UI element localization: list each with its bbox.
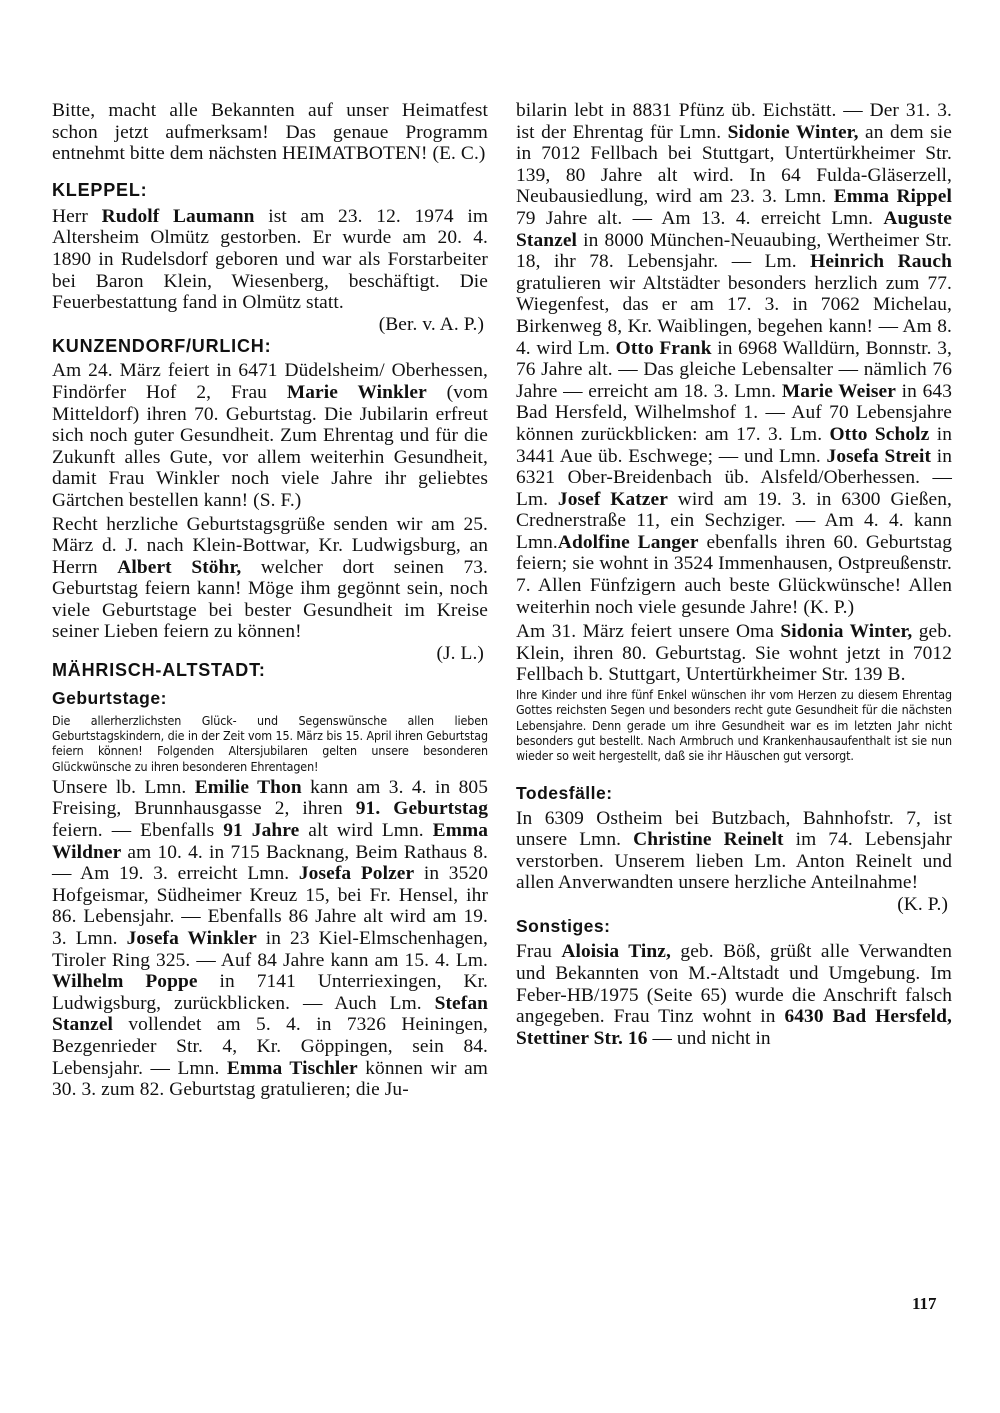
subheading-sonstiges: Sonstiges:	[516, 916, 611, 937]
kleppel-paragraph: Herr Rudolf Laumann ist am 23. 12. 1974 im Altersheim Olmütz gestorben. Er wurde am 20. 4. 1890 in Rudelsdorf geboren und war als Forstarbeiter bei Baron Klein, Wiesenberg, beschäftigt. Die Feuerbestattung fand in Olmütz statt. (Ber. v. A. P.)	[52, 205, 489, 335]
person-name: Sidonia Winter,	[780, 621, 913, 643]
kunzendorf-paragraph-2: Recht herzliche Geburtstagsgrüße senden wir am 25. März d. J. nach Klein-Bottwar, Kr. Ludwigsburg, an Herrn Albert Stöhr, welcher dort seinen 73. Geburtstag feiern kann! Möge ihm gegönnt sein, noch viele Geburtstage bei bester Gesundheit im Kreise seiner Lieben feiern zu können! (J. L.)	[52, 513, 488, 665]
section-heading-kunzendorf: KUNZENDORF/URLICH:	[52, 336, 272, 357]
subheading-geburtstage: Geburtstage:	[52, 687, 167, 708]
address: 6430 Bad Hersfeld, Stettiner Str. 16	[516, 1006, 952, 1049]
person-name: Albert Stöhr,	[117, 556, 242, 578]
obituary-paragraph: In 6309 Ostheim bei Butzbach, Bahnhofstr. 7, ist unsere Lmn. Christine Reinelt im 74. Lebensjahr verstorben. Unserem lieben Lm. Anton Reinelt und allen Anverwandten unsere herzliche Anteilnahme! (K. P.)	[516, 807, 952, 915]
signature: (J. L.)	[436, 643, 484, 665]
signature: (K. P.)	[897, 893, 948, 915]
section-heading-maehrisch-altstadt: MÄHRISCH-ALTSTADT:	[52, 659, 266, 680]
family-greeting-note: Ihre Kinder und ihre fünf Enkel wünschen ihr vom Herzen zu diesem Ehrentag Gottes reichsten Segen und besonders recht gute Gesundheit für die nächsten Lebensjahre. Denn gerade um ihre Gesundheit war es im letzten Jahr nicht besonders gut bestellt. Nach Armbruch und Krankenhausaufenthalt ist sie nun wieder so weit hergestellt, daß sie ihr Häuschen gut versorgt.	[516, 687, 952, 764]
birthday-list-continued: bilarin lebt in 8831 Pfünz üb. Eichstätt. — Der 31. 3. ist der Ehrentag für Lmn. Sidonie Winter, an dem sie in 7012 Fellbach bei Stuttgart, Untertürkheimer Str. 139, 80 Jahre alt wird. In 64 Fulda-Gläserzell, Neubausiedlung, wird am 23. 3. Lmn. Emma Rippel 79 Jahre alt. — Am 13. 4. erreicht Lmn. Auguste Stanzel in 8000 München-Neuaubing, Wertheimer Str. 18, ihr 78. Lebensjahr. — Lm. Heinrich Rauch gratulieren wir Altstädter besonders herzlich zum 77. Wiegenfest, das er am 17. 3. in 7062 Michelau, Birkenweg 8, Kr. Waiblingen, begehen kann! — Am 8. 4. wird Lm. Otto Frank in 6968 Walldürn, Bonnstr. 3, 76 Jahre alt. — Das gleiche Lebensalter — nämlich 76 Jahre — erreicht am 18. 3. Lmn. Marie Weiser in 643 Bad Hersfeld, Wilhelmshof 1. — Auf 70 Lebensjahre können zurückblicken: am 17. 3. Lm. Otto Scholz in 3441 Aue üb. Eschwege; — und Lmn. Josefa Streit in 6321 Ober-Breidenbach üb. Alsfeld/Oberhessen. — Lm. Josef Katzer wird am 19. 3. in 6300 Gießen, Crednerstraße 11, ein Sechziger. — Am 4. 4. kann Lmn.Adolfine Langer ebenfalls ihren 60. Geburtstag feiern; sie wohnt in 3524 Immenhausen, Ostpreußenstr. 7. Allen Fünfzigern auch beste Glückwünsche! Allen weiterhin noch viele gesunde Jahre! (K. P.)	[516, 100, 953, 618]
kunzendorf-paragraph-1: Am 24. März feiert in 6471 Düdelsheim/ Oberhessen, Findörfer Hof 2, Frau Marie Winkler (vom Mitteldorf) ihren 70. Geburtstag. Die Jubilarin erfreut sich noch guter Gesundheit. Zum Ehrentag und für die Zukunft alles Gute, vor allem weiterhin Gesundheit, damit Frau Winkler noch viele Jahre ihr geliebtes Gärtchen bestellen kann! (S. F.)	[52, 360, 488, 511]
section-heading-kleppel: KLEPPEL:	[52, 179, 148, 200]
birthday-list-paragraph: Unsere lb. Lmn. Emilie Thon kann am 3. 4. in 805 Freising, Brunnhausgasse 2, ihren 91. Geburtstag feiern. — Ebenfalls 91 Jahre alt wird Lmn. Emma Wildner am 10. 4. in 715 Backnang, Beim Rathaus 8. — Am 19. 3. erreicht Lmn. Josefa Polzer in 3520 Hofgeismar, Südheimer Kreuz 15, bei Fr. Hensel, ihr 86. Lebensjahr. — Ebenfalls 86 Jahre alt wird am 19. 3. Lmn. Josefa Winkler in 23 Kiel-Elmschenhagen, Tiroler Ring 325. — Auf 84 Jahre kann am 15. 4. Lm. Wilhelm Poppe in 7141 Unterriexingen, Kr. Ludwigsburg, zurückblicken. — Auch Lm. Stefan Stanzel vollendet am 5. 4. in 7326 Heiningen, Bezgenrieder Str. 4, Kr. Göppingen, sein 84. Lebensjahr. — Lmn. Emma Tischler können wir am 30. 3. zum 82. Geburtstag gratulieren; die Ju-	[52, 776, 489, 1101]
person-name: Rudolf Laumann	[101, 205, 255, 227]
signature: (Ber. v. A. P.)	[378, 313, 484, 335]
intro-paragraph: Bitte, macht alle Bekannten auf unser Heimatfest schon jetzt aufmerksam! Das genaue Programm entnehmt bitte dem nächsten HEIMATBOTEN! (E. C.)	[52, 100, 488, 165]
person-name: Aloisia Tinz,	[561, 941, 671, 963]
page-number: 117	[912, 1294, 937, 1313]
person-name: Christine Reinelt	[633, 829, 784, 851]
sonstiges-paragraph: Frau Aloisia Tinz, geb. Böß, grüßt alle Verwandten und Bekannten von M.-Altstadt und Umgebung. Im Feber-HB/1975 (Seite 65) wurde die Anschrift falsch angegeben. Frau Tinz wohnt in 6430 Bad Hersfeld, Stettiner Str. 16 — und nicht in	[516, 941, 952, 1049]
person-name: Marie Winkler	[286, 381, 427, 403]
subheading-todesfaelle: Todesfälle:	[516, 782, 613, 803]
left-column	[52, 100, 488, 1101]
sidonia-winter-paragraph: Am 31. März feiert unsere Oma Sidonia Winter, geb. Klein, ihren 80. Geburtstag. Sie wohnt jetzt in 7012 Fellbach b. Stuttgart, Untertürkheimer Str. 139 B.	[516, 621, 952, 686]
right-column	[516, 100, 952, 1049]
birthday-greeting-note: Die allerherzlichsten Glück- und Segenswünsche allen lieben Geburtstagskindern, die in der Zeit vom 15. März bis 15. April ihren Geburtstag feiern können! Folgenden Altersjubilaren gelten unsere besonderen Glückwünsche zu ihren besonderen Ehrentagen!	[52, 712, 488, 774]
